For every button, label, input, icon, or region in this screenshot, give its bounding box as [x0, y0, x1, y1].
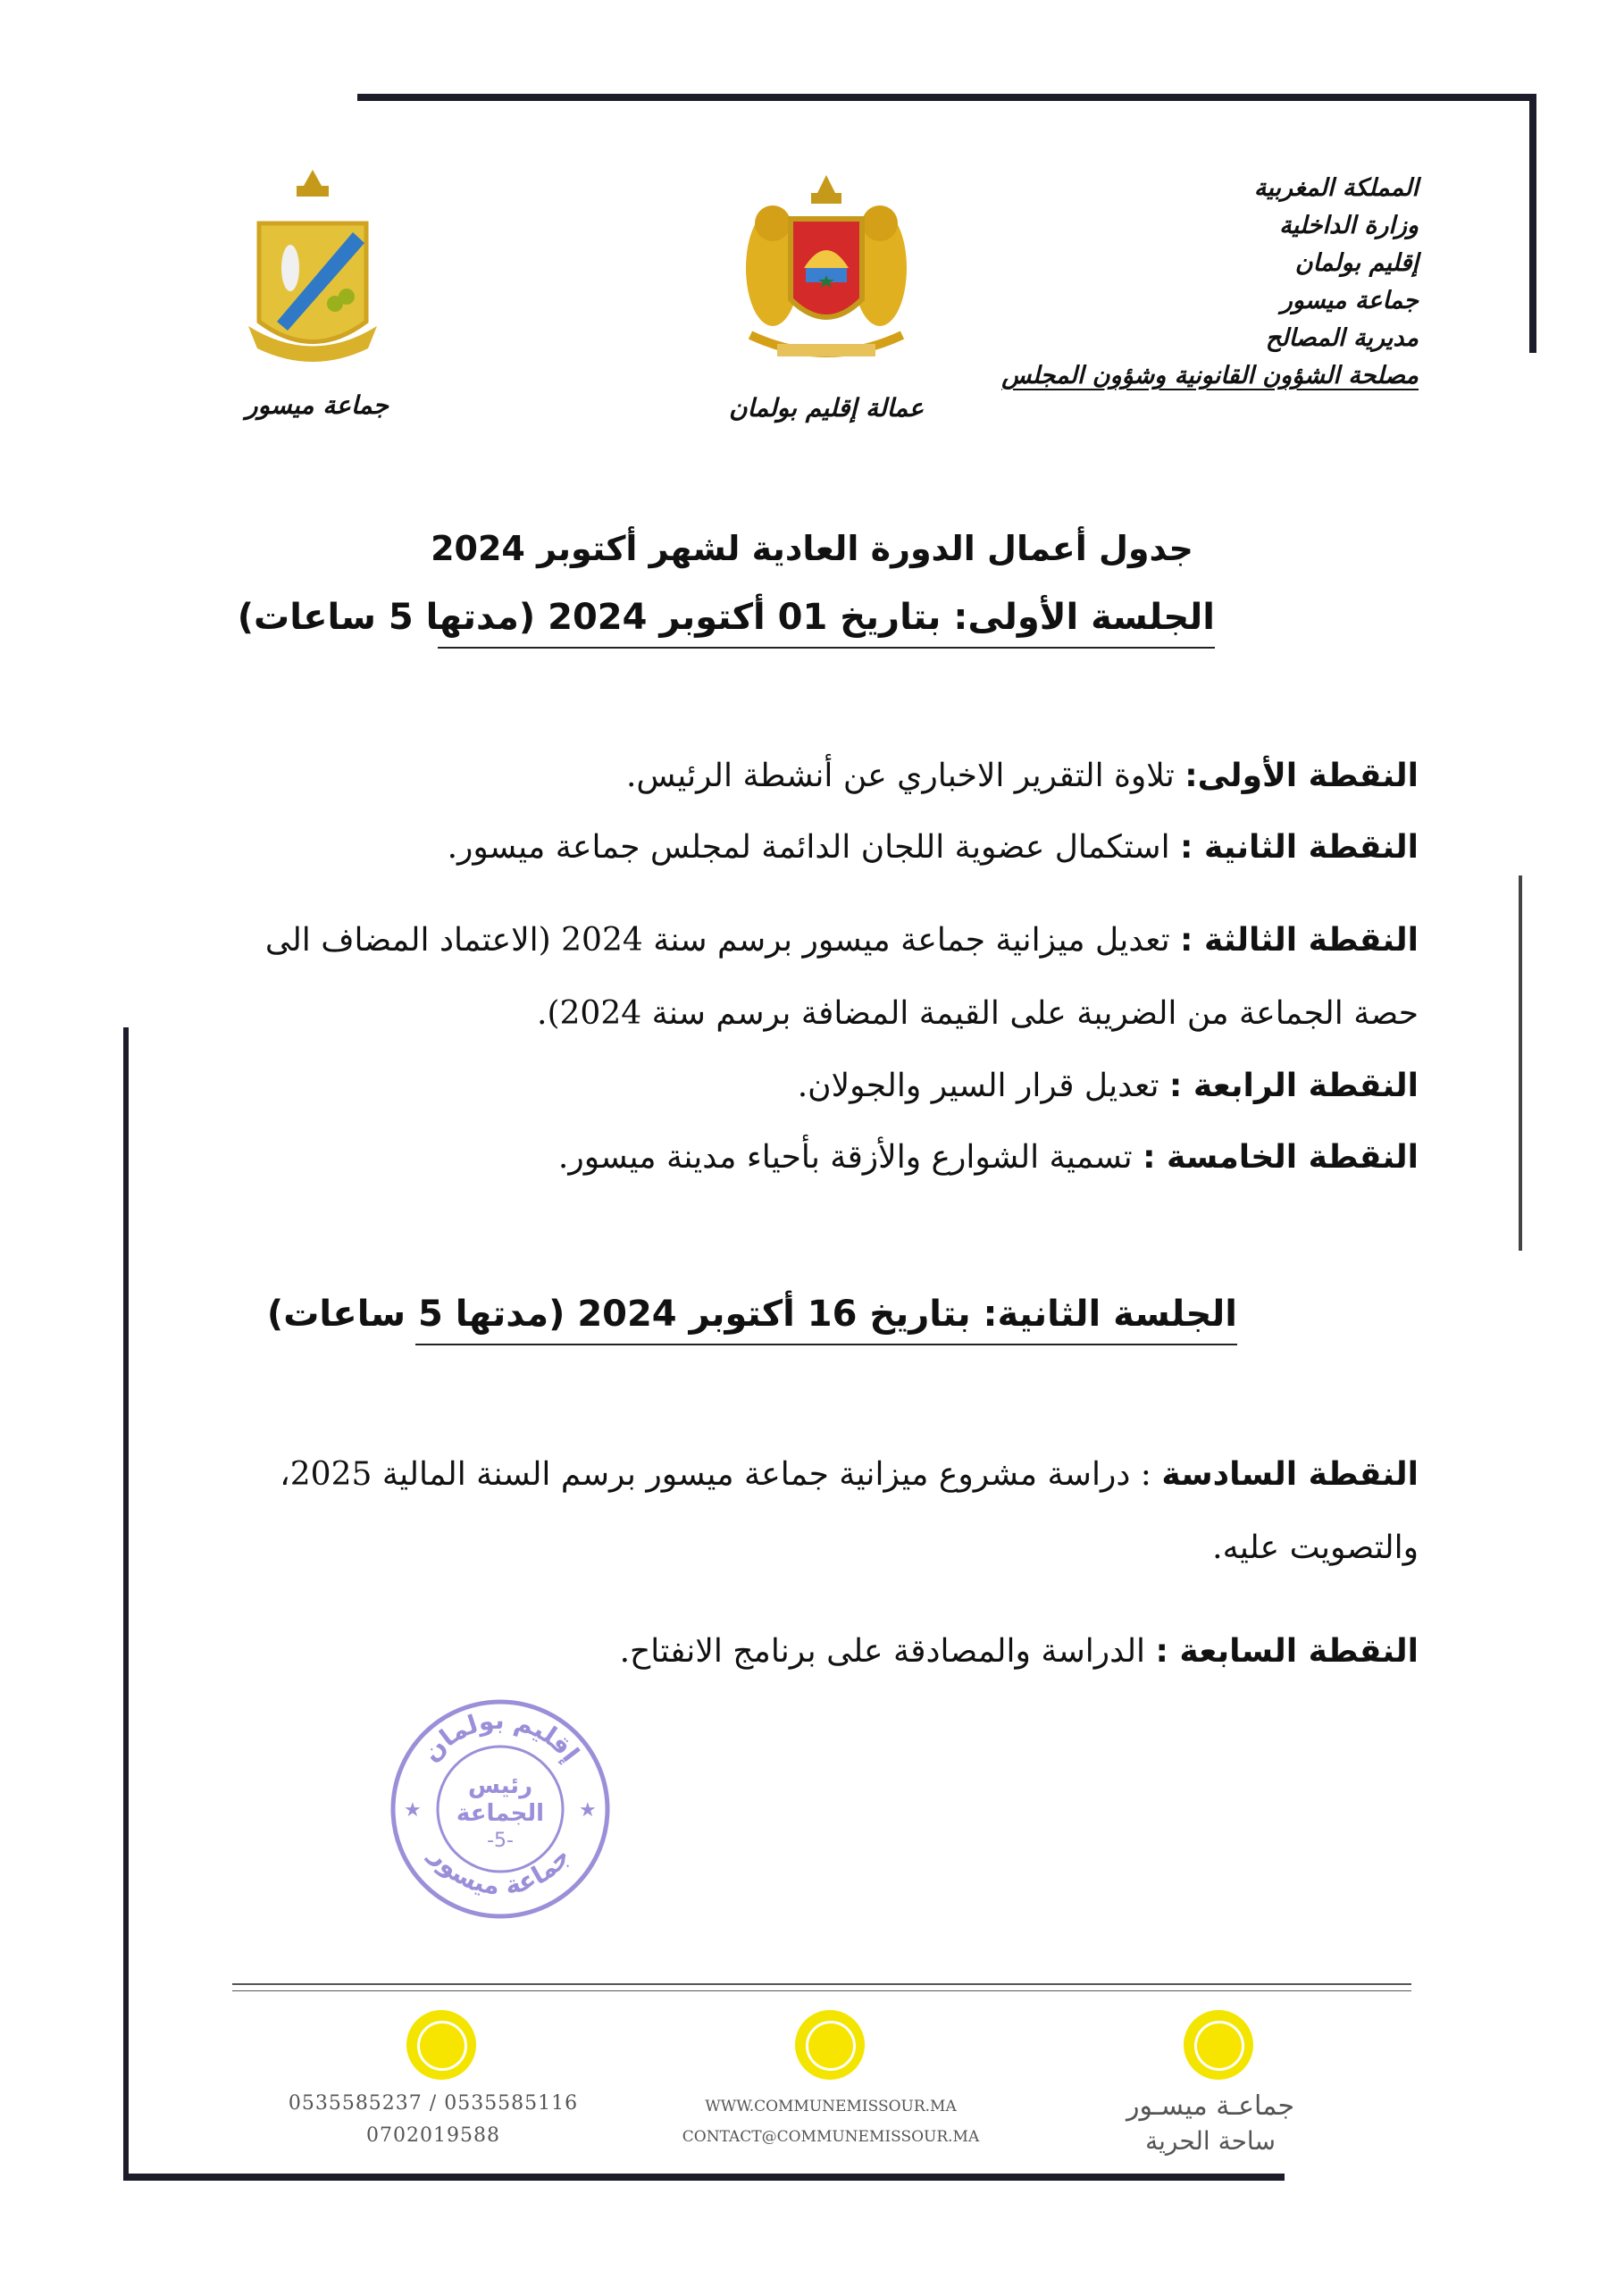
agenda-item-2-label: النقطة الثانية : [1180, 829, 1419, 866]
left-caption: جماعة ميسور [246, 390, 389, 420]
commune-logo-icon [241, 170, 384, 375]
agenda-item-1-text: تلاوة التقرير الاخباري عن أنشطة الرئيس. [625, 758, 1185, 794]
footer-phones: 0535585237 / 0535585116 [288, 2092, 579, 2115]
agenda-item-3 [222, 904, 1419, 1051]
agenda-item-6 [222, 1438, 1419, 1585]
agenda-item-2 [222, 811, 1419, 884]
footer-commune-name: جماعـة ميسـور [1126, 2090, 1294, 2122]
agenda-item-7-text: الدراسة والمصادقة على برنامج الانفتاح. [619, 1633, 1156, 1670]
footer-divider [232, 1983, 1411, 1991]
location-pin-icon [1184, 2010, 1253, 2080]
session-two-heading: الجلسة الثانية: بتاريخ 16 أكتوبر 2024 (مدتها 5 ساعات) [415, 1294, 1237, 1345]
globe-icon [795, 2010, 865, 2080]
header-line-kingdom: المملكة المغربية [1253, 174, 1419, 202]
header-line-service: مصلحة الشؤون القانونية وشؤون المجلس [1001, 362, 1419, 390]
agenda-item-4-text: تعديل قرار السير والجولان. [797, 1068, 1169, 1104]
agenda-title: جدول أعمال الدورة العادية لشهر أكتوبر 2024 [431, 529, 1193, 568]
agenda-item-7-label: النقطة السابعة : [1155, 1633, 1419, 1670]
stamp-star-left-icon: ★ [404, 1799, 422, 1822]
agenda-item-6-text: : دراسة مشروع ميزانية جماعة ميسور برسم السنة المالية 2025، والتصويت عليه. [280, 1456, 1419, 1566]
agenda-item-1 [222, 740, 1419, 813]
header-line-commune: جماعة ميسور [1280, 287, 1419, 314]
agenda-item-1-label: النقطة الأولى: [1185, 758, 1419, 794]
official-stamp [384, 1693, 616, 1925]
agenda-item-4-label: النقطة الرابعة : [1168, 1068, 1419, 1104]
footer-email: CONTACT@COMMUNEMISSOUR.MA [682, 2128, 980, 2146]
phone-icon [406, 2010, 476, 2080]
svg-text:إقليم بولمان [416, 1705, 585, 1768]
frame-right-mid-line [1519, 875, 1522, 1251]
frame-right-top-line [1529, 94, 1536, 353]
stamp-outer-top: إقليم بولمان [415, 1705, 585, 1768]
agenda-item-6-label: النقطة السادسة [1161, 1456, 1419, 1493]
agenda-item-4 [222, 1050, 1419, 1123]
frame-top-line [357, 94, 1536, 101]
header-line-ministry: وزارة الداخلية [1279, 212, 1419, 239]
agenda-item-3-text: تعديل ميزانية جماعة ميسور برسم سنة 2024 (الاعتماد المضاف الى حصة الجماعة من الضريبة على القيمة المضافة برسم سنة 2024). [264, 922, 1419, 1032]
header-administration-block [918, 170, 1419, 395]
agenda-item-5 [222, 1121, 1419, 1194]
session-one-heading: الجلسة الأولى: بتاريخ 01 أكتوبر 2024 (مدتها 5 ساعات) [438, 597, 1215, 649]
frame-bottom-line [123, 2174, 1285, 2181]
stamp-inner-line2: الجماعة [456, 1800, 545, 1827]
header-line-directorate: مديرية المصالح [1265, 324, 1419, 352]
footer-mobile: 0702019588 [366, 2124, 500, 2147]
stamp-inner-line1: رئيس [467, 1772, 533, 1799]
center-caption: عمالة إقليم بولمان [728, 393, 925, 423]
footer-website: WWW.COMMUNEMISSOUR.MA [705, 2098, 957, 2115]
agenda-item-3-label: النقطة الثالثة : [1180, 922, 1419, 959]
agenda-item-5-label: النقطة الخامسة : [1143, 1139, 1419, 1176]
stamp-inner-line3: -5- [487, 1830, 514, 1852]
moroccan-coat-of-arms-icon [724, 170, 929, 375]
agenda-item-7 [222, 1615, 1419, 1688]
footer-slogan: ساحة الحرية [1145, 2126, 1276, 2156]
header-line-province: إقليم بولمان [1294, 249, 1419, 277]
stamp-outer-bottom: جماعة ميسور [424, 1841, 576, 1901]
agenda-item-5-text: تسمية الشوارع والأزقة بأحياء مدينة ميسور. [557, 1139, 1143, 1176]
frame-left-line [123, 1027, 129, 2180]
agenda-item-2-text: استكمال عضوية اللجان الدائمة لمجلس جماعة ميسور. [447, 829, 1181, 866]
stamp-star-right-icon: ★ [579, 1799, 597, 1822]
